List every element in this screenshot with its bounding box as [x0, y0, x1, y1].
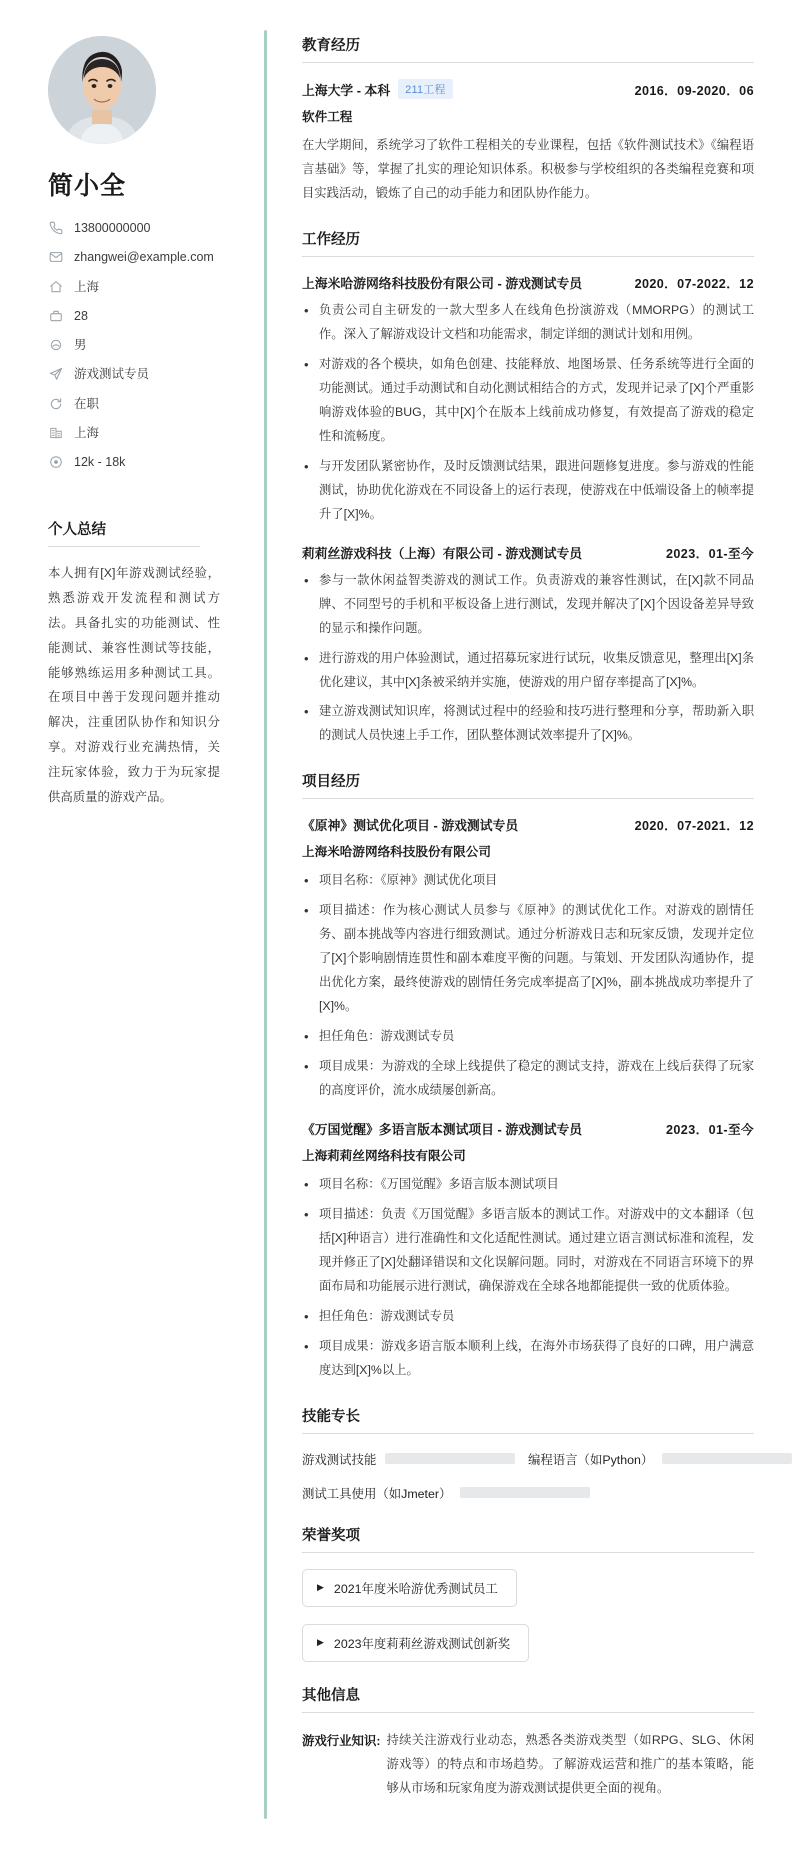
- education-date: 2016．09-2020．06: [634, 83, 754, 98]
- honors-row: [302, 1569, 754, 1662]
- list-item: • 担任角色：游戏测试专员: [302, 1305, 754, 1329]
- skill-label: 编程语言（如Python）: [528, 1452, 654, 1467]
- sidebar: [0, 0, 264, 1853]
- list-item: • 担任角色：游戏测试专员: [302, 1025, 754, 1049]
- building-icon: [48, 425, 63, 440]
- project-entry: [302, 815, 754, 1103]
- work-bullets: [302, 569, 754, 749]
- school-name: 上海大学 - 本科: [302, 82, 391, 98]
- project-company: 上海莉莉丝网络科技有限公司: [302, 1149, 466, 1164]
- contact-value: 13800000000: [74, 221, 151, 235]
- phone-icon: [48, 221, 63, 236]
- education-title: [302, 79, 623, 99]
- work-section: [302, 228, 754, 749]
- project-date: 2023．01-至今: [666, 1123, 754, 1138]
- target-icon: [48, 455, 63, 470]
- other-info-label: 游戏行业知识:: [302, 1733, 381, 1748]
- work-title: 上海米哈游网络科技股份有限公司 - 游戏测试专员: [302, 275, 583, 291]
- list-item: • 项目描述：负责《万国觉醒》多语言版本的测试工作。对游戏中的文本翻译（包括[X]种语言）进行准确性和文化适配性测试。通过建立语言测试标准和流程，发现并修正了[X]处翻译错误和文化误解问题。同时，对游戏在不同语言环境下的界面布局和功能展示进行测试，确保游戏在全球各地都能提供一致的优质体验。: [302, 1203, 754, 1299]
- avatar: [48, 36, 156, 144]
- work-date: 2023．01-至今: [666, 546, 754, 561]
- skill-label: 游戏测试技能: [302, 1452, 377, 1467]
- refresh-icon: [48, 396, 63, 411]
- skills-heading: 技能专长: [302, 1405, 754, 1434]
- paper-plane-icon: [48, 367, 63, 382]
- projects-heading: 项目经历: [302, 770, 754, 799]
- other-info-section: [302, 1684, 754, 1801]
- education-entry-head: [302, 79, 754, 99]
- list-item: • 项目名称：《万国觉醒》多语言版本测试项目: [302, 1173, 754, 1197]
- list-item: • 参与一款休闲益智类游戏的测试工作。负责游戏的兼容性测试，在[X]款不同品牌、不同型号的手机和平板设备上进行测试，发现并解决了[X]个因设备差异导致的显示和操作问题。: [302, 569, 754, 641]
- contact-age: [48, 308, 236, 324]
- list-item: • 进行游戏的用户体验测试，通过招募玩家进行试玩，收集反馈意见，整理出[X]条优化建议，其中[X]条被采纳并实施，使游戏的用户留存率提高了[X]%。: [302, 647, 754, 695]
- envelope-icon: [48, 250, 63, 265]
- work-title: 莉莉丝游戏科技（上海）有限公司 - 游戏测试专员: [302, 545, 583, 561]
- education-major: 软件工程: [302, 110, 353, 124]
- skills-grid: [302, 1450, 754, 1502]
- skills-section: [302, 1405, 754, 1502]
- education-heading: 教育经历: [302, 34, 754, 63]
- contact-value: 游戏测试专员: [74, 367, 150, 382]
- education-section: [302, 34, 754, 206]
- projects-section: [302, 770, 754, 1382]
- contact-value: 男: [74, 338, 87, 352]
- summary-text: 本人拥有[X]年游戏测试经验，熟悉游戏开发流程和测试方法。具备扎实的功能测试、性能测试、兼容性测试等技能，能够熟练运用多种测试工具。在项目中善于发现问题并推动解决，注重团队协作和知识分享。对游戏行业充满热情，关注玩家体验，致力于为玩家提供高质量的游戏产品。: [48, 566, 220, 804]
- contact-value: zhangwei@example.com: [74, 250, 214, 265]
- contact-gender: [48, 337, 236, 353]
- project-bullets: [302, 1173, 754, 1383]
- work-bullets: [302, 299, 754, 527]
- list-item: • 建立游戏测试知识库，将测试过程中的经验和技巧进行整理和分享，帮助新入职的测试人员快速上手工作，团队整体测试效率提升了[X]%。: [302, 700, 754, 748]
- other-info-row: [302, 1729, 754, 1801]
- work-entry-head: [302, 273, 754, 292]
- project-title: 《万国觉醒》多语言版本测试项目 - 游戏测试专员: [302, 1122, 583, 1138]
- contact-position: [48, 366, 236, 382]
- home-icon: [48, 279, 63, 294]
- skill-item: [302, 1484, 528, 1502]
- play-arrow-icon: ▶: [317, 1637, 324, 1648]
- skill-label: 测试工具使用（如Jmeter）: [302, 1486, 452, 1501]
- work-heading: 工作经历: [302, 228, 754, 257]
- work-entry-head: [302, 543, 754, 562]
- work-entry: [302, 543, 754, 749]
- skill-progress-bar: [662, 1453, 792, 1464]
- honor-chip[interactable]: [302, 1569, 517, 1607]
- skill-progress-bar: [460, 1487, 590, 1498]
- contact-value: 28: [74, 308, 88, 323]
- honor-label: 2023年度莉莉丝游戏测试创新奖: [333, 1636, 511, 1651]
- list-item: • 对游戏的各个模块，如角色创建、技能释放、地图场景、任务系统等进行全面的功能测试。通过手动测试和自动化测试相结合的方式，发现并记录了[X]个严重影响游戏体验的BUG，其中[X]个在版本上线前成功修复，有效提高了游戏的稳定性和流畅度。: [302, 353, 754, 449]
- status-badge: 211工程: [398, 79, 453, 99]
- honor-label: 2021年度米哈游优秀测试员工: [333, 1581, 498, 1596]
- contact-value: 上海: [74, 425, 100, 440]
- contact-email: [48, 249, 236, 265]
- contact-city: [48, 425, 236, 441]
- contact-value: 12k - 18k: [74, 455, 126, 469]
- honor-chip[interactable]: [302, 1624, 529, 1662]
- page-title: 简小全: [48, 172, 127, 200]
- project-entry-head: [302, 815, 754, 834]
- contact-value: 上海: [74, 279, 100, 294]
- main-content: [264, 0, 794, 1853]
- project-title: 《原神》测试优化项目 - 游戏测试专员: [302, 818, 519, 834]
- briefcase-icon: [48, 308, 63, 323]
- list-item: • 项目描述：作为核心测试人员参与《原神》的测试优化工作。对游戏的剧情任务、副本挑战等内容进行细致测试。通过分析游戏日志和玩家反馈，发现并定位了[X]个影响剧情连贯性和副本难度平衡的问题。与策划、开发团队沟通协作，提出优化方案，最终使游戏的剧情任务完成率提高了[X]%，副本挑战成功率提升了[X]%。: [302, 899, 754, 1019]
- work-entry: [302, 273, 754, 527]
- project-bullets: [302, 869, 754, 1103]
- education-entry: [302, 79, 754, 206]
- contact-status: [48, 396, 236, 412]
- portrait-photo-icon: [48, 36, 156, 144]
- list-item: • 与开发团队紧密协作，及时反馈测试结果，跟进问题修复进度。参与游戏的性能测试，协助优化游戏在不同设备上的运行表现，使游戏在中低端设备上的帧率提升了[X]%。: [302, 455, 754, 527]
- other-info-text: 持续关注游戏行业动态，熟悉各类游戏类型（如RPG、SLG、休闲游戏等）的特点和市场趋势。了解游戏运营和推广的基本策略，能够从市场和玩家角度为游戏测试提供更全面的视角。: [386, 1732, 754, 1795]
- play-arrow-icon: ▶: [317, 1582, 324, 1593]
- contact-list: [48, 220, 236, 470]
- skill-item: [528, 1450, 754, 1468]
- contact-phone: [48, 220, 236, 236]
- honors-section: [302, 1524, 754, 1662]
- list-item: • 项目成果：游戏多语言版本顺利上线，在海外市场获得了良好的口碑，用户满意度达到[X]%以上。: [302, 1335, 754, 1383]
- project-date: 2020．07-2021．12: [634, 819, 754, 834]
- contact-salary: [48, 454, 236, 470]
- contact-location: [48, 279, 236, 295]
- project-entry-head: [302, 1119, 754, 1138]
- list-item: • 负责公司自主研发的一款大型多人在线角色扮演游戏（MMORPG）的测试工作。深入了解游戏设计文档和功能需求，制定详细的测试计划和用例。: [302, 299, 754, 347]
- project-company: 上海米哈游网络科技股份有限公司: [302, 845, 491, 860]
- contact-value: 在职: [74, 396, 100, 411]
- skill-item: [302, 1450, 528, 1468]
- list-item: • 项目成果：为游戏的全球上线提供了稳定的测试支持，游戏在上线后获得了玩家的高度评价，流水成绩屡创新高。: [302, 1055, 754, 1103]
- gender-icon: [48, 338, 63, 353]
- sidebar-divider: [264, 30, 267, 1819]
- project-entry: [302, 1119, 754, 1383]
- skill-progress-bar: [385, 1453, 515, 1464]
- list-item: • 项目名称：《原神》测试优化项目: [302, 869, 754, 893]
- honors-heading: 荣誉奖项: [302, 1524, 754, 1553]
- work-date: 2020．07-2022．12: [634, 276, 754, 291]
- personal-summary-section: [48, 518, 236, 809]
- summary-heading: 个人总结: [48, 518, 200, 547]
- education-description: 在大学期间，系统学习了软件工程相关的专业课程，包括《软件测试技术》《编程语言基础》等，掌握了扎实的理论知识体系。积极参与学校组织的各类编程竞赛和项目实践活动，锻炼了自己的动手能力和团队协作能力。: [302, 138, 754, 200]
- other-info-heading: 其他信息: [302, 1684, 754, 1713]
